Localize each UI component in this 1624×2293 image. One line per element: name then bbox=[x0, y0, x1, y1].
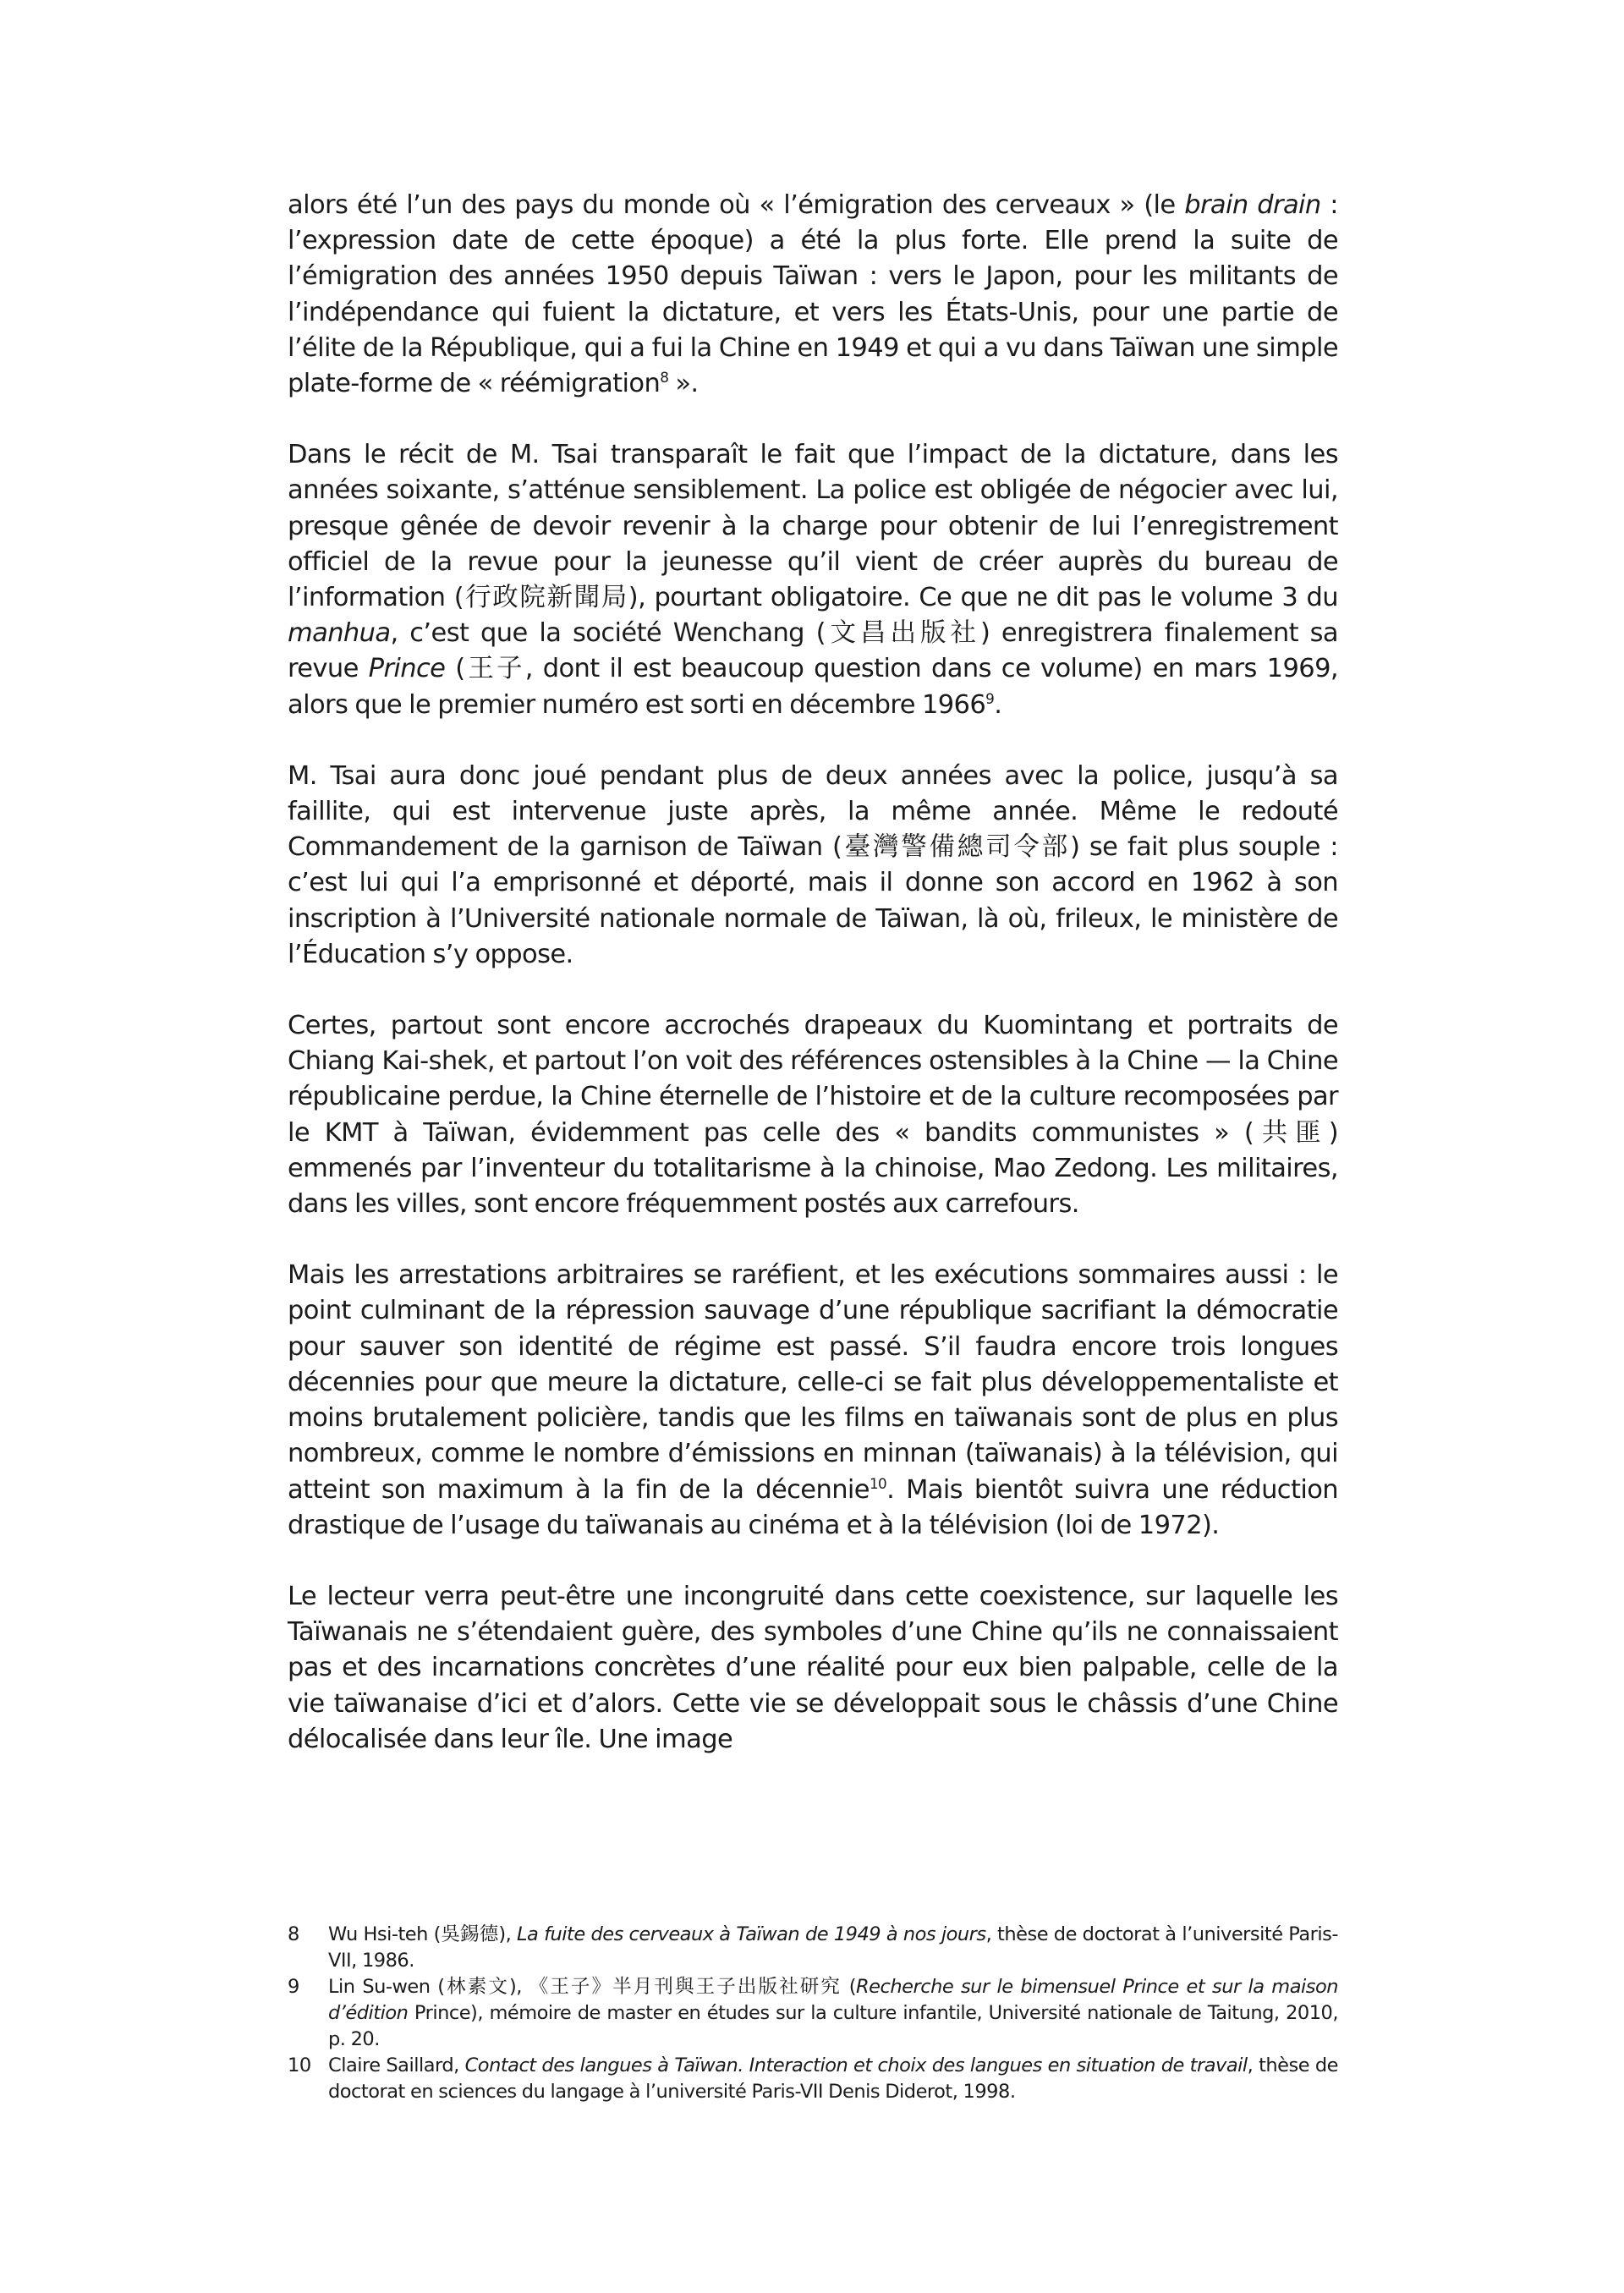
paragraph bbox=[288, 1579, 1338, 1758]
text-run: Dans le récit de M. Tsai transparaît le fait que l’impact de la dictature, dans les années soixante, s’atténue sensiblement. La police est obligée de négocier avec lui, presque gênée de devoir revenir à la charge pour obtenir de lui l’enregistrement officiel de la revue pour la jeunesse qu’il vient de créer auprès du bureau de l’information (行政院新聞局), pourtant obligatoire. Ce que ne dit pas le volume 3 du bbox=[288, 440, 1338, 613]
italic-text: La fuite des cerveaux à Taïwan de 1949 à nos jours bbox=[517, 1923, 986, 1945]
text-run: , thèse de doctorat en sciences du langage à l’université Paris-VII Denis Diderot, 1998. bbox=[328, 2054, 1338, 2103]
paragraph bbox=[288, 1008, 1338, 1222]
text-run: alors été l’un des pays du monde où « l’émigration des cerveaux » (le bbox=[288, 190, 1185, 220]
footnote-number: 10 bbox=[288, 2054, 311, 2076]
text-run: ». bbox=[668, 369, 699, 399]
footnote-text bbox=[328, 1922, 1338, 1974]
italic-text: Recherche sur le bimensuel Prince et sur la maison d’édition bbox=[328, 1976, 1338, 2024]
text-run: M. Tsai aura donc joué pendant plus de deux années avec la police, jusqu’à sa faillite, qui est intervenue juste après, la même année. Même le redouté Commandement de la garnison de Taïwan (臺灣警備總司令部) se fait plus souple : c’est lui qui l’a emprisonné et déporté, mais il donne son accord en 1962 à son inscription à l’Université nationale normale de Taïwan, là où, frileux, le ministère de l’Éducation s’y oppose. bbox=[288, 760, 1338, 969]
footnote bbox=[288, 2053, 1338, 2105]
text-run: Mais les arrestations arbitraires se raréfient, et les exécutions sommaires aussi : le point culminant de la répression sauvage d’une république sacrifiant la démocratie pour sauver son identité de régime est passé. S’il faudra encore trois longues décennies pour que meure la dictature, celle-ci se fait plus développementaliste et moins brutalement policière, tandis que les films en taïwanais sont de plus en plus nombreux, comme le nombre d’émissions en minnan (taïwanais) à la télévision, qui atteint son maximum à la fin de la décennie bbox=[288, 1260, 1338, 1505]
italic-text: Prince bbox=[368, 654, 446, 684]
paragraph bbox=[288, 759, 1338, 973]
footnote-text bbox=[328, 1974, 1338, 2053]
paragraph bbox=[288, 1258, 1338, 1544]
text-run: Wu Hsi-teh (吳錫德), bbox=[328, 1923, 518, 1945]
footnote-reference[interactable]: 10 bbox=[869, 1474, 887, 1492]
italic-text: brain drain bbox=[1184, 190, 1321, 220]
footnote-number: 8 bbox=[288, 1923, 299, 1945]
body-text bbox=[288, 188, 1338, 1758]
text-run: , thèse de doctorat à l’université Paris-VII, 1986. bbox=[328, 1923, 1338, 1972]
footnotes bbox=[288, 1922, 1338, 2105]
text-run: (王子, dont il est beaucoup question dans ce volume) en mars 1969, alors que le premier numéro est sorti en décembre 1966 bbox=[288, 654, 1339, 720]
footnote-reference[interactable]: 8 bbox=[660, 368, 669, 386]
text-run: Claire Saillard, bbox=[328, 2054, 465, 2076]
text-run: . bbox=[994, 689, 1002, 720]
paragraph bbox=[288, 437, 1338, 723]
text-run: Le lecteur verra peut-être une incongruité dans cette coexistence, sur laquelle les Taïwanais ne s’étendaient guère, des symboles d’une Chine qu’ils ne connaissaient pas et des incarnations concrètes d’une réalité pour eux bien palpable, celle de la vie taïwanaise d’ici et d’alors. Cette vie se développait sous le châssis d’une Chine délocalisée dans leur île. Une image bbox=[288, 1581, 1338, 1754]
text-run: Certes, partout sont encore accrochés drapeaux du Kuomintang et portraits de Chiang Kai-shek, et partout l’on voit des références ostensibles à la Chine — la Chine républicaine perdue, la Chine éternelle de l’histoire et de la culture recomposées par le KMT à Taïwan, évidemment pas celle des « bandits communistes » (共匪) emmenés par l’inventeur du totalitarisme à la chinoise, Mao Zedong. Les militaires, dans les villes, sont encore fréquemment postés aux carrefours. bbox=[288, 1011, 1338, 1220]
footnote-reference[interactable]: 9 bbox=[985, 689, 995, 707]
footnote bbox=[288, 1922, 1338, 1974]
text-run: : l’expression date de cette époque) a été la plus forte. Elle prend la suite de l’émigration des années 1950 depuis Taïwan : vers le Japon, pour les militants de l’indépendance qui fuient la dictature, et vers les États-Unis, pour une partie de l’élite de la République, qui a fui la Chine en 1949 et qui a vu dans Taïwan une simple plate-forme de « réémigration bbox=[288, 190, 1338, 399]
italic-text: manhua bbox=[288, 618, 391, 649]
italic-text: Contact des langues à Taïwan. Interaction et choix des langues en situation de travail bbox=[464, 2054, 1248, 2076]
text-run: Lin Su-wen (林素文), 《王子》半月刊與王子出版社研究 ( bbox=[328, 1976, 857, 1998]
text-run: , c’est que la société Wenchang (文昌出版社) enregistrera finalement sa revue bbox=[288, 618, 1338, 684]
text-run: Prince), mémoire de master en études sur la culture infantile, Université nationale de Taitung, 2010, p. 20. bbox=[328, 2002, 1338, 2050]
paragraph bbox=[288, 188, 1338, 402]
footnote-text bbox=[328, 2053, 1338, 2105]
footnote bbox=[288, 1974, 1338, 2053]
text-run: . Mais bientôt suivra une réduction drastique de l’usage du taïwanais au cinéma et à la télévision (loi de 1972). bbox=[288, 1474, 1338, 1540]
footnote-number: 9 bbox=[288, 1976, 299, 1998]
